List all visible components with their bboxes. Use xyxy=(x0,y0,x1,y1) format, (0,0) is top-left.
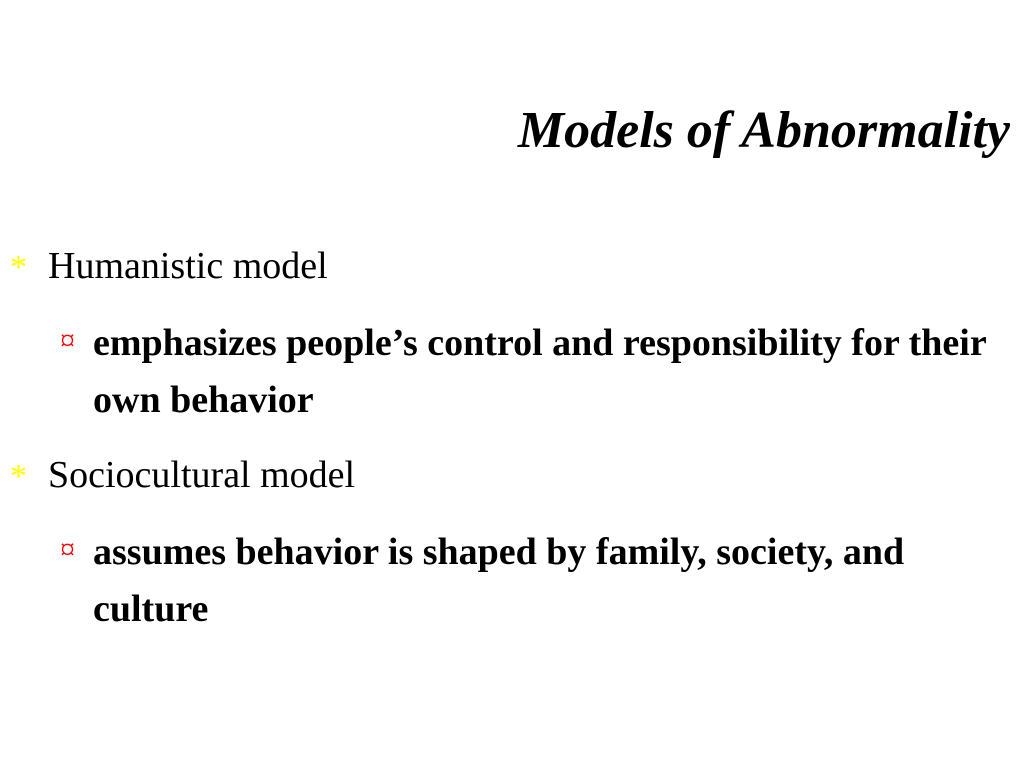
currency-sign-bullet-icon: ¤ xyxy=(60,324,75,357)
bullet-item-humanistic xyxy=(10,244,328,290)
bullet-label: Humanistic model xyxy=(48,245,328,287)
sub-bullet-sociocultural xyxy=(60,524,990,638)
sub-bullet-text: emphasizes people’s control and responsibility for their own behavior xyxy=(93,322,987,421)
currency-sign-bullet-icon: ¤ xyxy=(60,533,75,566)
bullet-label: Sociocultural model xyxy=(48,454,356,496)
slide-title: Models of Abnormality xyxy=(517,102,1010,159)
sub-bullet-text: assumes behavior is shaped by family, society, and culture xyxy=(93,531,905,630)
asterisk-bullet-icon: * xyxy=(10,458,27,495)
bullet-item-sociocultural xyxy=(10,453,355,499)
asterisk-bullet-icon: * xyxy=(10,249,27,286)
sub-bullet-humanistic xyxy=(60,315,990,429)
